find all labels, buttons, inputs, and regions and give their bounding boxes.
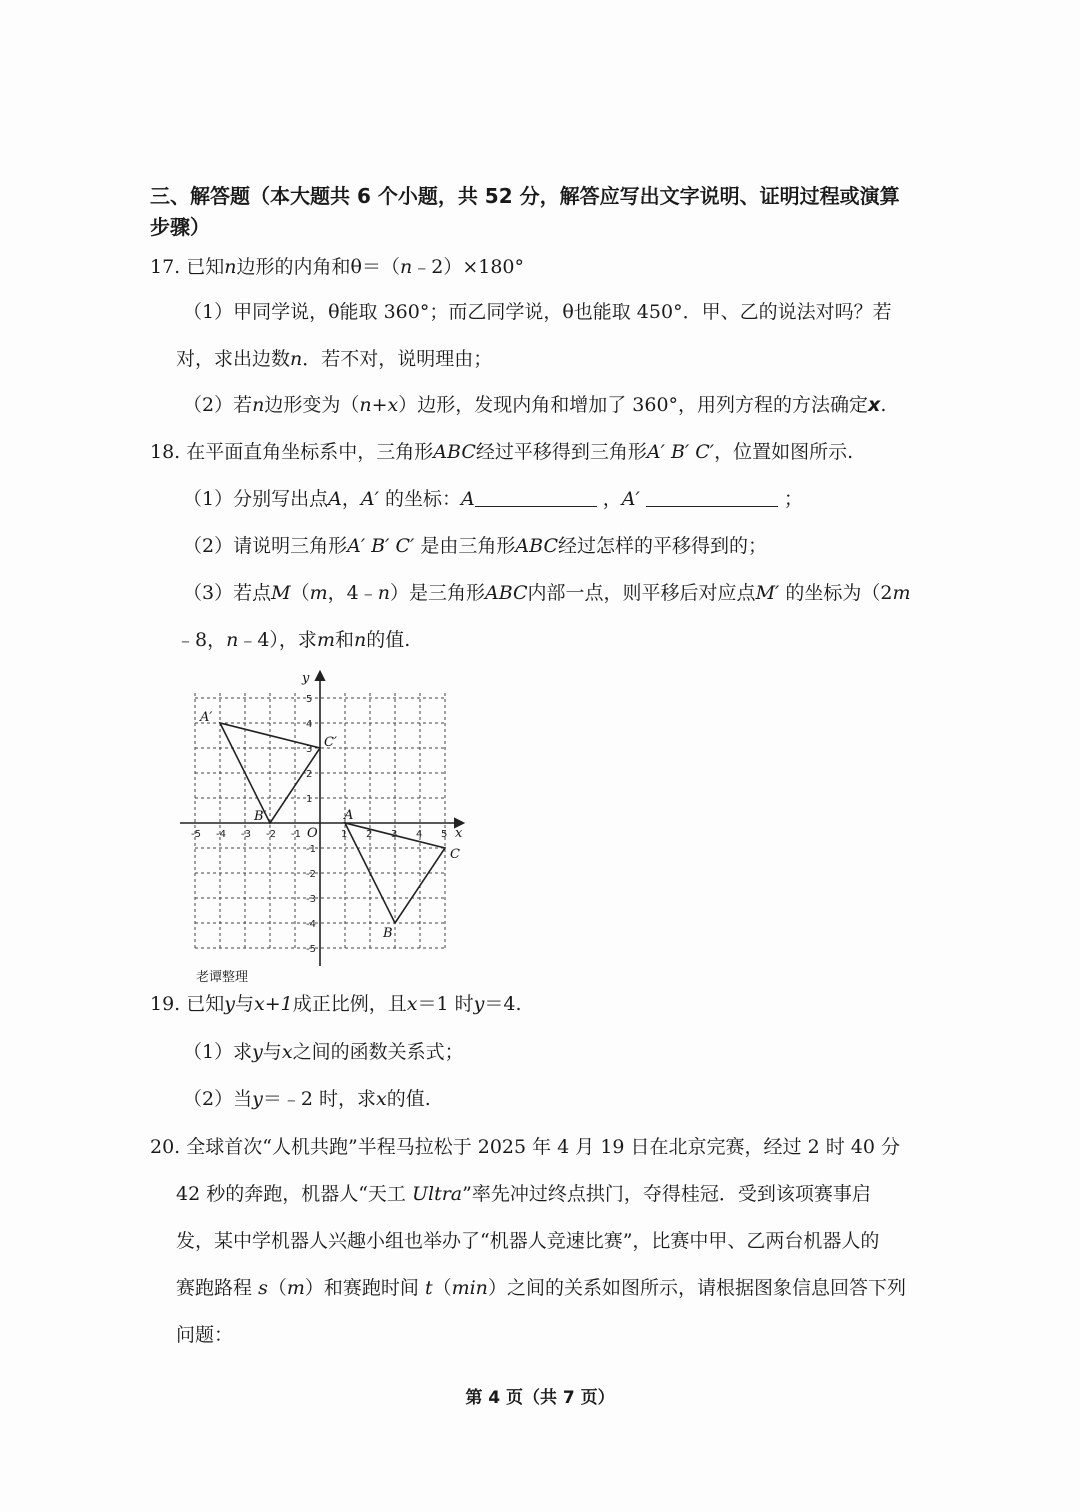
q18-p3-abc: ABC — [484, 582, 528, 604]
q17-p1-text-a: 对，求出边数 — [176, 348, 291, 370]
q18-p1-end: ； — [783, 488, 803, 510]
q17-text-a: 已知 — [186, 256, 225, 278]
q18-number: 18. — [150, 441, 181, 463]
q18-p3-text-e: 内部一点，则平移后对应点 — [527, 582, 756, 604]
q17-p2-text-b: 边形变为（ — [264, 394, 360, 416]
q19-p2-text-a: （2）当 — [183, 1088, 253, 1110]
q17-part2 — [183, 392, 886, 418]
q18-part3-line2 — [176, 627, 410, 653]
q19-number: 19. — [150, 993, 181, 1015]
q19-p1-x: x — [281, 1041, 293, 1063]
q18-p3-n: n — [377, 582, 390, 604]
x-axis-label: x — [455, 826, 463, 841]
q17-text-c: ﹣2）×180° — [412, 256, 525, 278]
q20-unit-min: min — [451, 1277, 488, 1299]
q19-p1-text-b: 与 — [262, 1041, 282, 1063]
q17-p1-var-n: n — [290, 348, 303, 370]
q19-var-x: x — [406, 993, 418, 1015]
point-label: B′ — [254, 809, 267, 824]
q20-l4-text-b: （ — [267, 1277, 287, 1299]
q17-p2-var-nx: n+x — [359, 394, 399, 416]
q19-text-a: 已知 — [186, 993, 225, 1015]
q17-p2-text-a: （2）若 — [183, 394, 253, 416]
q20-line3: 发，某中学机器人兴趣小组也举办了“机器人竞速比赛”，比赛中甲、乙两台机器人的 — [176, 1230, 880, 1252]
q18-p3-M: M — [271, 582, 291, 604]
q19-part2 — [183, 1086, 431, 1112]
q20-l4-text-a: 赛跑路程 — [176, 1277, 253, 1299]
q18-p3-l2-text-c: 和 — [334, 629, 354, 651]
q19-text-e: ＝4. — [484, 993, 522, 1015]
q18-p2-text-c: 经过怎样的平移得到的； — [557, 535, 767, 557]
q18-blank-A-label: A — [460, 488, 475, 510]
q18-text-c: ，位置如图所示. — [714, 441, 854, 463]
y-tick-label: -2 — [306, 869, 316, 880]
x-tick-label: -4 — [216, 829, 226, 840]
x-tick-label: 4 — [416, 829, 423, 840]
q17-p2-var-n: n — [252, 394, 265, 416]
q18-stem — [150, 439, 853, 465]
x-tick-label: 5 — [441, 829, 448, 840]
q18-p1-text-a: （1）分别写出点 — [183, 488, 329, 510]
q20-l4-text-d: （ — [432, 1277, 452, 1299]
x-tick-label: -3 — [241, 829, 251, 840]
y-tick-label: 2 — [306, 769, 313, 780]
y-tick-label: -4 — [306, 919, 316, 930]
q17-p1-text-b: ．若不对，说明理由； — [302, 348, 493, 370]
point-label: A′ — [200, 710, 213, 725]
q20-line2 — [176, 1181, 871, 1207]
q18-part1 — [183, 486, 803, 512]
origin-label: O — [307, 826, 318, 841]
q18-answer-blank-A[interactable] — [475, 488, 597, 507]
q17-text-b: 边形的内角和θ＝（ — [236, 256, 400, 278]
section-title: 三、解答题（本大题共 6 个小题，共 52 分，解答应写出文字说明、证明过程或演算 — [150, 184, 900, 208]
q18-p1-A: A — [328, 488, 342, 510]
q20-var-s: s — [258, 1277, 268, 1299]
q18-p3-l2-text-a: ﹣8， — [176, 629, 227, 651]
x-tick-label: 2 — [366, 829, 373, 840]
q18-p3-text-d: ）是三角形 — [389, 582, 485, 604]
q17-part1-line2 — [176, 346, 492, 372]
q20-var-t: t — [424, 1277, 433, 1299]
q18-p3-l2-n: n — [226, 629, 239, 651]
point-label: A — [344, 808, 354, 823]
q20-number: 20. — [150, 1136, 181, 1158]
q18-text-b: 经过平移得到三角形 — [475, 441, 647, 463]
q17-p2-var-x: x — [868, 394, 881, 416]
q18-p3-m: m — [309, 582, 328, 604]
q19-p1-y: y — [252, 1041, 263, 1063]
x-tick-label: 3 — [391, 829, 398, 840]
y-tick-label: 5 — [306, 694, 313, 705]
point-label: C — [450, 847, 460, 862]
q20-line2-text-b: ”率先冲过终点拱门，夺得桂冠．受到该项赛事启 — [462, 1183, 871, 1205]
q18-p2-text-a: （2）请说明三角形 — [183, 535, 348, 557]
q18-p3-l2-m: m — [316, 629, 335, 651]
q18-p3-l2-text-d: 的值. — [366, 629, 411, 651]
q17-part1-line1: （1）甲同学说，θ能取 360°；而乙同学说，θ也能取 450°．甲、乙的说法对吗？若 — [183, 301, 892, 323]
q20-line2-text-a: 42 秒的奔跑，机器人“天工 — [176, 1183, 406, 1205]
q19-p1-text-a: （1）求 — [183, 1041, 253, 1063]
q19-var-x1: x+1 — [254, 993, 293, 1015]
q18-p1-comma: ， — [602, 488, 622, 510]
q19-p2-text-b: ＝﹣2 时，求 — [262, 1088, 376, 1110]
q18-a1b1c1: A′ B′ C′ — [646, 441, 715, 463]
y-axis-label: y — [302, 671, 310, 686]
point-labels — [199, 710, 460, 941]
x-tick-label: -5 — [191, 829, 201, 840]
x-tick-label: 1 — [341, 829, 348, 840]
q18-p3-m2: m — [892, 582, 911, 604]
q18-p3-l2-text-b: ﹣4），求 — [238, 629, 317, 651]
q17-stem — [150, 254, 524, 280]
axes — [180, 672, 463, 966]
q18-answer-blank-A1[interactable] — [646, 488, 778, 507]
q19-p2-y: y — [252, 1088, 263, 1110]
q17-var-n: n — [224, 256, 237, 278]
coordinate-grid-figure — [175, 668, 470, 968]
y-tick-label: -5 — [306, 944, 316, 955]
q18-p3-text-c: ，4﹣ — [327, 582, 378, 604]
y-tick-label: -1 — [306, 844, 316, 855]
q18-p2-text-b: 是由三角形 — [420, 535, 516, 557]
x-tick-label: -1 — [291, 829, 301, 840]
q20-line1 — [150, 1134, 900, 1160]
q18-p3-l2-n2: n — [353, 629, 367, 651]
q19-text-c: 成正比例，且 — [292, 993, 407, 1015]
q19-stem — [150, 991, 522, 1017]
q18-part3-line1 — [183, 580, 911, 606]
q17-p2-text-d: . — [880, 394, 887, 416]
q19-var-y: y — [224, 993, 236, 1015]
y-tick-label: 3 — [306, 744, 313, 755]
q19-part1 — [183, 1039, 464, 1065]
q18-p2-a1b1c1: A′ B′ C′ — [347, 535, 415, 557]
q20-line4 — [176, 1275, 906, 1301]
tick-labels — [191, 671, 463, 955]
q20-unit-m: m — [286, 1277, 305, 1299]
q18-p2-abc: ABC — [515, 535, 558, 557]
q18-p1-text-b: 的坐标： — [384, 488, 461, 510]
q19-p2-x: x — [375, 1088, 387, 1110]
q18-p3-text-a: （3）若点 — [183, 582, 272, 604]
q18-p3-text-f: 的坐标为（2 — [785, 582, 893, 604]
q17-var-n2: n — [399, 256, 413, 278]
q18-part2 — [183, 533, 767, 559]
q17-number: 17. — [150, 256, 181, 278]
q18-abc: ABC — [433, 441, 476, 463]
q19-p1-text-c: 之间的函数关系式； — [292, 1041, 464, 1063]
q18-text-a: 在平面直角坐标系中，三角形 — [186, 441, 434, 463]
q19-text-d: ＝1 时 — [417, 993, 474, 1015]
q18-p1-A1: A′ — [360, 488, 379, 510]
q19-p2-text-c: 的值. — [386, 1088, 431, 1110]
y-tick-label: -3 — [306, 894, 316, 905]
q18-p3-text-b: （ — [290, 582, 310, 604]
y-tick-label: 1 — [306, 794, 313, 805]
y-tick-label: 4 — [306, 719, 313, 730]
q19-text-b: 与 — [235, 993, 255, 1015]
x-tick-label: -2 — [266, 829, 276, 840]
q19-var-y2: y — [473, 993, 485, 1015]
q17-p2-text-c: ）边形，发现内角和增加了 360°，用列方程的方法确定 — [398, 394, 869, 416]
section-title-continued: 步骤） — [150, 215, 210, 239]
point-label: B — [383, 926, 393, 941]
q20-l4-text-e: ）之间的关系如图所示，请根据图象信息回答下列 — [487, 1277, 906, 1299]
q20-l4-text-c: ）和赛跑时间 — [304, 1277, 419, 1299]
q18-p1-sep: ， — [341, 488, 361, 510]
q18-blank-A1-label: A′ — [621, 488, 640, 510]
q18-p3-M1: M′ — [755, 582, 780, 604]
page-footer: 第 4 页（共 7 页） — [465, 1388, 615, 1408]
q20-line5: 问题： — [176, 1324, 234, 1346]
figure-caption: 老谭整理 — [196, 970, 249, 985]
q20-line1-text: 全球首次“人机共跑”半程马拉松于 2025 年 4 月 19 日在北京完赛，经过 2 时 40 分 — [186, 1136, 900, 1158]
q20-ultra: Ultra — [411, 1183, 463, 1205]
point-label: C′ — [324, 735, 337, 750]
